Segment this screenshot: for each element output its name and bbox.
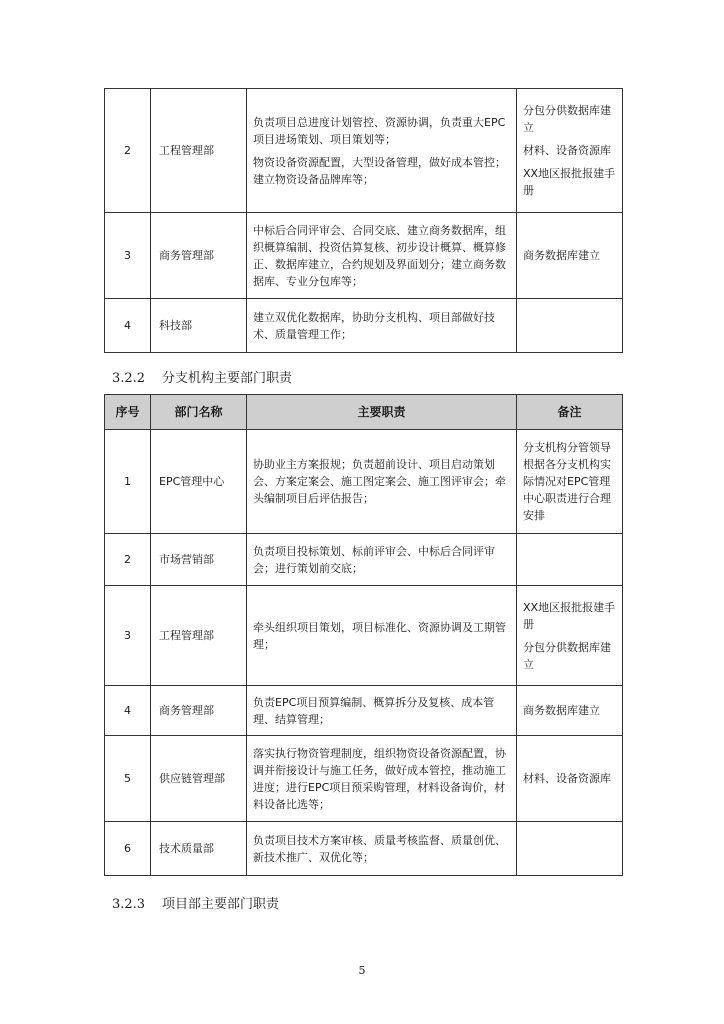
note-cell [517,686,623,736]
department-name: 供应链管理部 [151,736,247,822]
department-name: 技术质量部 [151,822,247,876]
row-number: 4 [105,299,151,353]
duty-text: 负责项目投标策划、标前评审会、中标后合同评审会；进行策划前交底； [253,544,495,575]
note-cell [517,586,623,686]
department-name: 工程管理部 [151,89,247,213]
note-cell [517,736,623,822]
header-no: 序号 [105,395,151,430]
page-number: 5 [358,964,366,977]
note-text: 分支机构分管领导根据各分支机构实际情况对EPC管理中心职责进行合理安排 [523,441,611,522]
duty-text: 中标后合同评审会、合同交底、建立商务数据库，组织概算编制、投资估算复核、初步设计概算、概算修正、数据库建立，合约规划及界面划分；建立商务数据库、专业分包库等； [253,223,506,288]
duty-cell [247,213,517,299]
table-row [105,89,623,213]
note-cell [517,430,623,534]
section-number: 3.2.3 [112,897,146,912]
table-row [105,686,623,736]
duty-text: 负责项目总进度计划管控、资源协调，负责重大EPC项目进场策划、项目策划等； [253,115,506,146]
department-name: 商务管理部 [151,213,247,299]
section-title: 项目部主要部门职责 [162,897,280,912]
duty-cell [247,89,517,213]
department-table-1 [104,88,623,353]
note-text: XX地区报批报建手册 [523,600,616,631]
section-title: 分支机构主要部门职责 [162,371,293,386]
table-header-row [105,395,623,430]
row-number: 4 [105,686,151,736]
note-cell [517,89,623,213]
department-name: 市场营销部 [151,534,247,586]
duty-text: 协助业主方案报规；负责超前设计、项目启动策划会、方案定案会、施工图定案会、施工图评审会；牵头编制项目后评估报告； [253,458,506,505]
note-cell [517,822,623,876]
row-number: 3 [105,213,151,299]
duty-text: 建立双优化数据库，协助分支机构、项目部做好技术、质量管理工作； [253,310,495,341]
department-name: 工程管理部 [151,586,247,686]
note-text: 商务数据库建立 [523,249,600,262]
note-text: XX地区报批报建手册 [523,167,616,197]
note-text: 商务数据库建立 [523,704,600,717]
table-row [105,736,623,822]
table-row [105,534,623,586]
row-number: 6 [105,822,151,876]
duty-text: 落实执行物资管理制度，组织物资设备资源配置，协调并衔接设计与施工任务，做好成本管控，推动施工进度；进行EPC项目预采购管理，材料设备询价，材料设备比选等； [253,746,506,811]
row-number: 1 [105,430,151,534]
table-row [105,299,623,353]
department-table-2 [104,394,623,876]
duty-cell [247,534,517,586]
table-row [105,430,623,534]
duty-cell [247,299,517,353]
row-number: 2 [105,89,151,213]
note-text: 分包分供数据库建立 [523,640,611,671]
note-text: 材料、设备资源库 [523,144,611,157]
duty-cell [247,736,517,822]
table-row [105,822,623,876]
row-number: 3 [105,586,151,686]
duty-cell [247,822,517,876]
duty-cell [247,686,517,736]
header-duty: 主要职责 [247,395,517,430]
header-dept: 部门名称 [151,395,247,430]
duty-cell [247,586,517,686]
section-heading-3-2-2 [112,367,292,386]
duty-cell [247,430,517,534]
row-number: 2 [105,534,151,586]
duty-text: 牵头组织项目策划，项目标准化、资源协调及工期管理； [253,620,506,651]
row-number: 5 [105,736,151,822]
table-row [105,213,623,299]
note-text: 分包分供数据库建立 [523,104,611,134]
note-cell [517,534,623,586]
duty-text: 负责项目技术方案审核、质量考核监督、质量创优、新技术推广、双优化等； [253,833,506,864]
department-name: EPC管理中心 [151,430,247,534]
duty-text: 物资设备资源配置，大型设备管理，做好成本管控；建立物资设备品牌库等； [253,155,506,186]
note-cell [517,299,623,353]
duty-text: 负责EPC项目预算编制、概算拆分及复核、成本管理、结算管理； [253,695,495,726]
table-row [105,586,623,686]
department-name: 商务管理部 [151,686,247,736]
department-name: 科技部 [151,299,247,353]
section-heading-3-2-3 [112,893,279,912]
header-note: 备注 [517,395,623,430]
section-number: 3.2.2 [112,371,146,386]
note-cell [517,213,623,299]
note-text: 材料、设备资源库 [523,772,611,785]
